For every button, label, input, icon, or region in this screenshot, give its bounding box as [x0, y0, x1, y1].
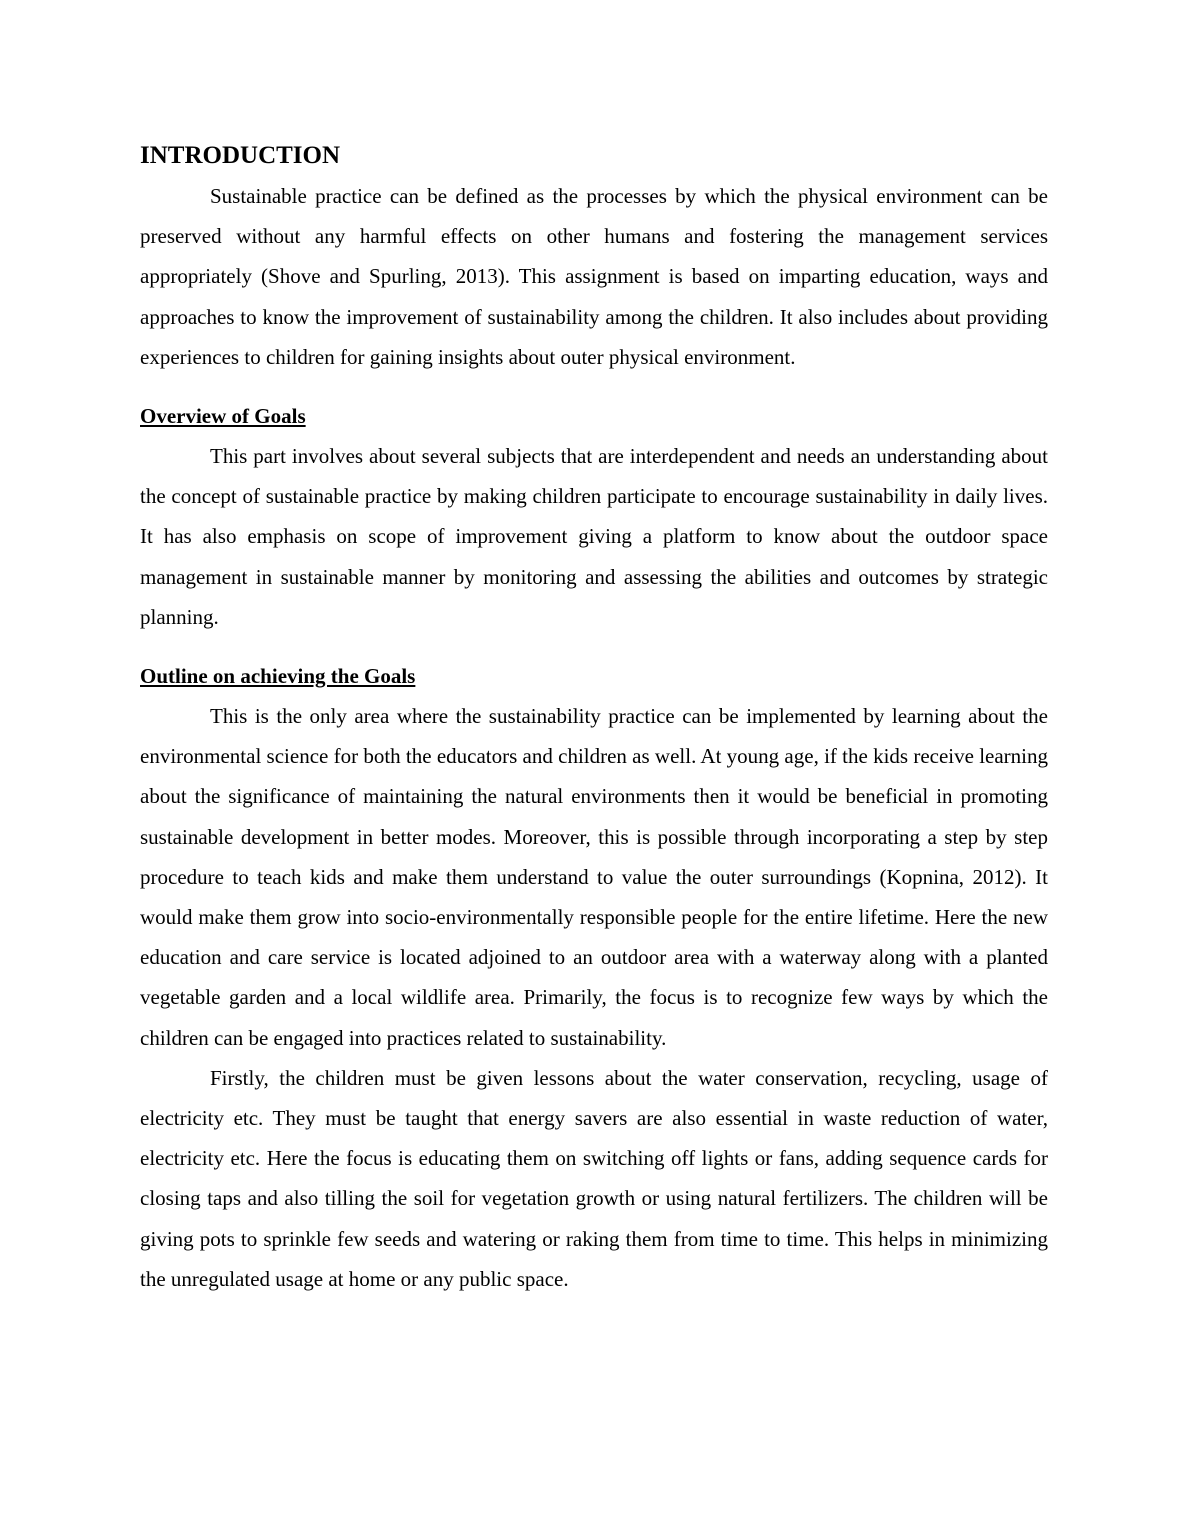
outline-paragraph-1: This is the only area where the sustainability practice can be implemented by learning about the environmental science for both the educators and children as well. At young age, if the kids receive learning about the significance of maintaining the natural environments then it would be beneficial in promoting sustainable development in better modes. Moreover, this is possible through incorporating a step by step procedure to teach kids and make them understand to value the outer surroundings (Kopnina, 2012). It would make them grow into socio-environmentally responsible people for the entire lifetime. Here the new education and care service is located adjoined to an outdoor area with a waterway along with a planted vegetable garden and a local wildlife area. Primarily, the focus is to recognize few ways by which the children can be engaged into practices related to sustainability. [140, 704, 1048, 1050]
outline-paragraph-2: Firstly, the children must be given lessons about the water conservation, recycling, usage of electricity etc. They must be taught that energy savers are also essential in waste reduction of water, electricity etc. Here the focus is educating them on switching off lights or fans, adding sequence cards for closing taps and also tilling the soil for vegetation growth or using natural fertilizers. The children will be giving pots to sprinkle few seeds and watering or raking them from time to time. This helps in minimizing the unregulated usage at home or any public space. [140, 1065, 1048, 1291]
document-body [140, 136, 1048, 1299]
overview-paragraph: This part involves about several subjects that are interdependent and needs an understanding about the concept of sustainable practice by making children participate to encourage sustainability in daily lives. It has also emphasis on scope of improvement giving a platform to know about the outdoor space management in sustainable manner by monitoring and assessing the abilities and outcomes by strategic planning. [140, 444, 1048, 629]
section-spacer [140, 377, 1048, 396]
introduction-heading: INTRODUCTION [140, 142, 341, 169]
intro-paragraph: Sustainable practice can be defined as the processes by which the physical environment can be preserved without any harmful effects on other humans and fostering the management services appropriately (Shove and Spurling, 2013). This assignment is based on imparting education, ways and approaches to know the improvement of sustainability among the children. It also includes about providing experiences to children for gaining insights about outer physical environment. [140, 184, 1048, 369]
overview-of-goals-heading: Overview of Goals [140, 404, 306, 429]
section-spacer [140, 637, 1048, 656]
outline-goals-heading: Outline on achieving the Goals [140, 664, 416, 689]
